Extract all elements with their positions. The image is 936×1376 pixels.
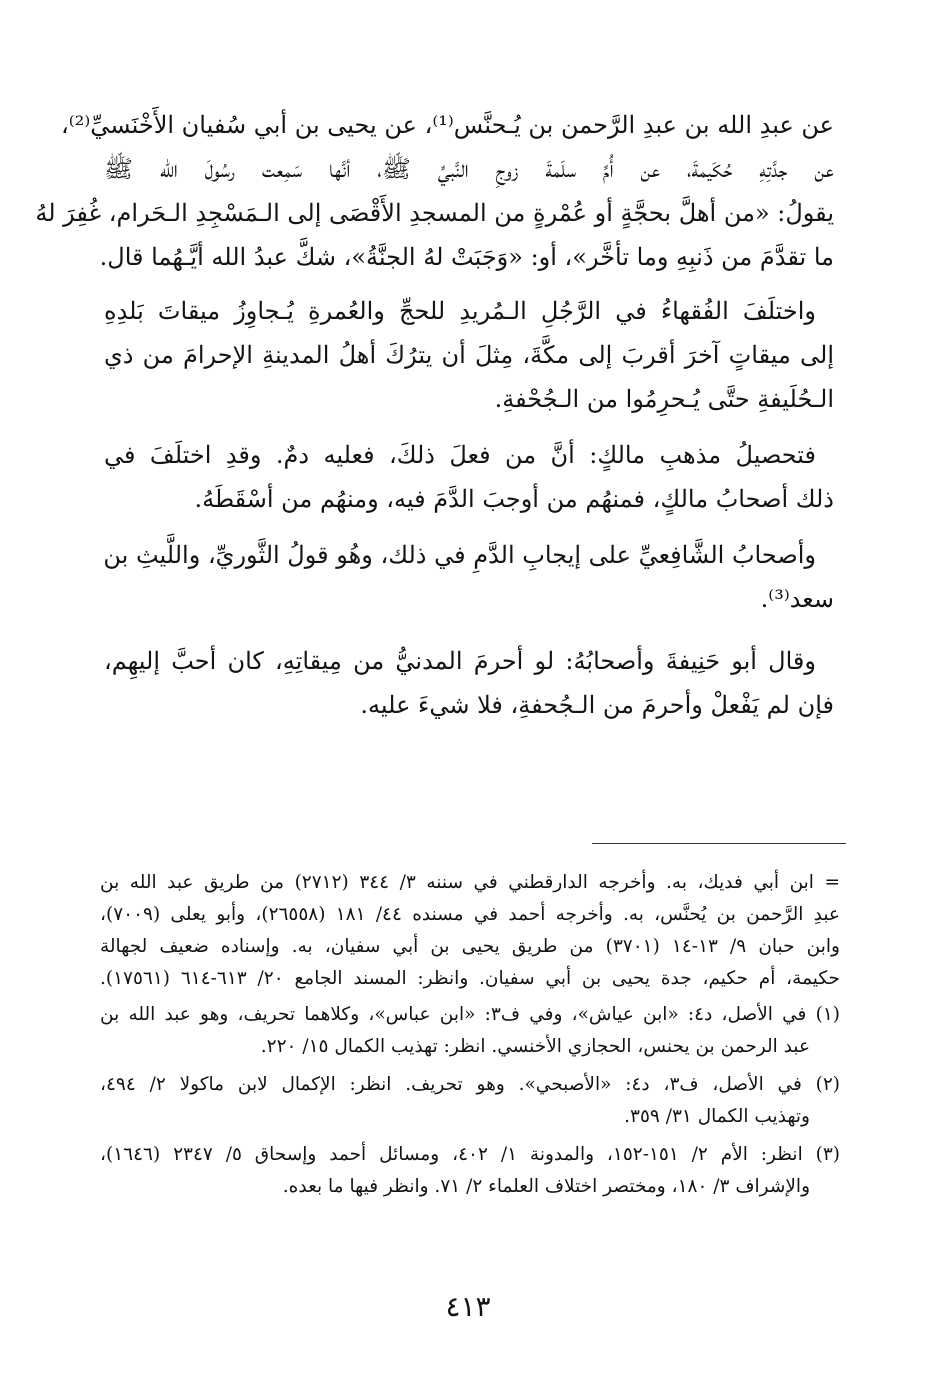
text-line: فإن لم يَفْعلْ وأحرمَ من الـجُحفةِ، فلا شيءَ عليه. [360,691,834,719]
footnote-line: (٣) انظر: الأم ٢/ ١٥١-١٥٢، والمدونة ١/ ٤٠٢، ومسائل أحمد وإسحاق ٥/ ٢٣٤٧ (١٦٤٦)، [100,1144,840,1165]
footnote-line: (١) في الأصل، د٤: «ابن عياش»، وفي ف٣: «ابن عباس»، وكلاهما تحريف، وهو عبد الله بن [100,1004,840,1025]
text-line: الـحُلَيفةِ حتَّى يُـحرِمُوا من الـجُحْفةِ. [494,385,834,413]
footnote-line: عبد الرحمن بن يحنس، الحجازي الأخنسي. انظر: تهذيب الكمال ١٥/ ٢٢٠. [260,1036,810,1057]
page-number: ٤١٣ [445,1290,491,1323]
footnote-line: وابن حبان ٩/ ١٣-١٤ (٣٧٠١) من طريق يحيى بن أبي سفيان، به. وإسناده ضعيف لجهالة [100,936,840,957]
main-text [35,100,834,800]
text-line: وأصحابُ الشَّافِعيِّ على إيجابِ الدَّمِ في ذلك، وهُو قولُ الثَّوريِّ، واللَّيثِ بن [103,541,816,569]
text-line: ما تقدَّمَ من ذَنبِهِ وما تأخَّر»، أو: «وَجَبَتْ لهُ الجنَّةُ»، شكَّ عبدُ الله أيَّـهُما قال. [99,243,834,271]
footnote-line: = ابن أبي فديك، به. وأخرجه الدارقطني في سننه ٣/ ٣٤٤ (٢٧١٢) من طريق عبد الله بن [100,872,840,893]
text-line: وقال أبو حَنِيفةَ وأصحابُهُ: لو أحرمَ المدنيُّ من مِيقاتِهِ، كان أحبَّ إليهِم، [104,647,816,675]
text-line: عن عبدِ الله بن عبدِ الرَّحمن بن يُـحنَّس⁽¹⁾، عن يحيى بن أبي سُفيان الأَخْنَسيِّ⁽²⁾، [61,111,834,139]
footnote-line: حكيمة، أم حكيم، جدة يحيى بن أبي سفيان. وانظر: المسند الجامع ٢٠/ ٦١٣-٦١٤ (١٧٥٦١). [100,968,840,989]
footnote-separator [592,843,846,844]
text-line: ذلك أصحابُ مالكٍ، فمنهُم من أوجبَ الدَّمَ فيه، ومنهُم من أسْقَطَهُ. [194,485,834,513]
text-line: يقولُ: «من أهلَّ بحجَّةٍ أو عُمْرةٍ من المسجدِ الأَقْصَى إلى الـمَسْجِدِ الـحَرام، غُفِرَ لهُ [35,199,834,227]
footnotes [100,866,840,1286]
text-line: واختلَفَ الفُقهاءُ في الرَّجُلِ الـمُريدِ للحجِّ والعُمرةِ يُـجاوِزُ ميقاتَ بَلدِهِ [104,297,816,325]
footnote-line: عبدِ الرَّحمن بن يُحنَّس، به. وأخرجه أحمد في مسنده ٤٤/ ١٨١ (٢٦٥٥٨)، وأبو يعلى (٧٠٠٩)، [100,904,840,925]
text-line: عن جدَّتِهِ حُكَيمةَ، عن أُمِّ سلَمةَ زوجِ النَّبيِّ ﷺ، أنَّها سَمِعت رسُولَ الله ﷺ [104,155,834,183]
footnote-line: (٢) في الأصل، ف٣، د٤: «الأصبحي». وهو تحريف. انظر: الإكمال لابن ماكولا ٢/ ٤٩٤، [100,1074,840,1095]
text-line: سعد⁽³⁾. [760,585,834,613]
text-line: فتحصيلُ مذهبِ مالكٍ: أنَّ من فعلَ ذلكَ، فعليه دمٌ. وقدِ اختلَفَ في [104,441,816,469]
footnote-line: وتهذيب الكمال ٣١/ ٣٥٩. [624,1106,810,1127]
text-line: إلى ميقاتٍ آخرَ أقربَ إلى مكَّةَ، مِثلَ أن يترُكَ أهلُ المدينةِ الإحرامَ من ذي [104,341,834,369]
footnote-line: والإشراف ٣/ ١٨٠، ومختصر اختلاف العلماء ٢/ ٧١. وانظر فيها ما بعده. [282,1176,810,1197]
